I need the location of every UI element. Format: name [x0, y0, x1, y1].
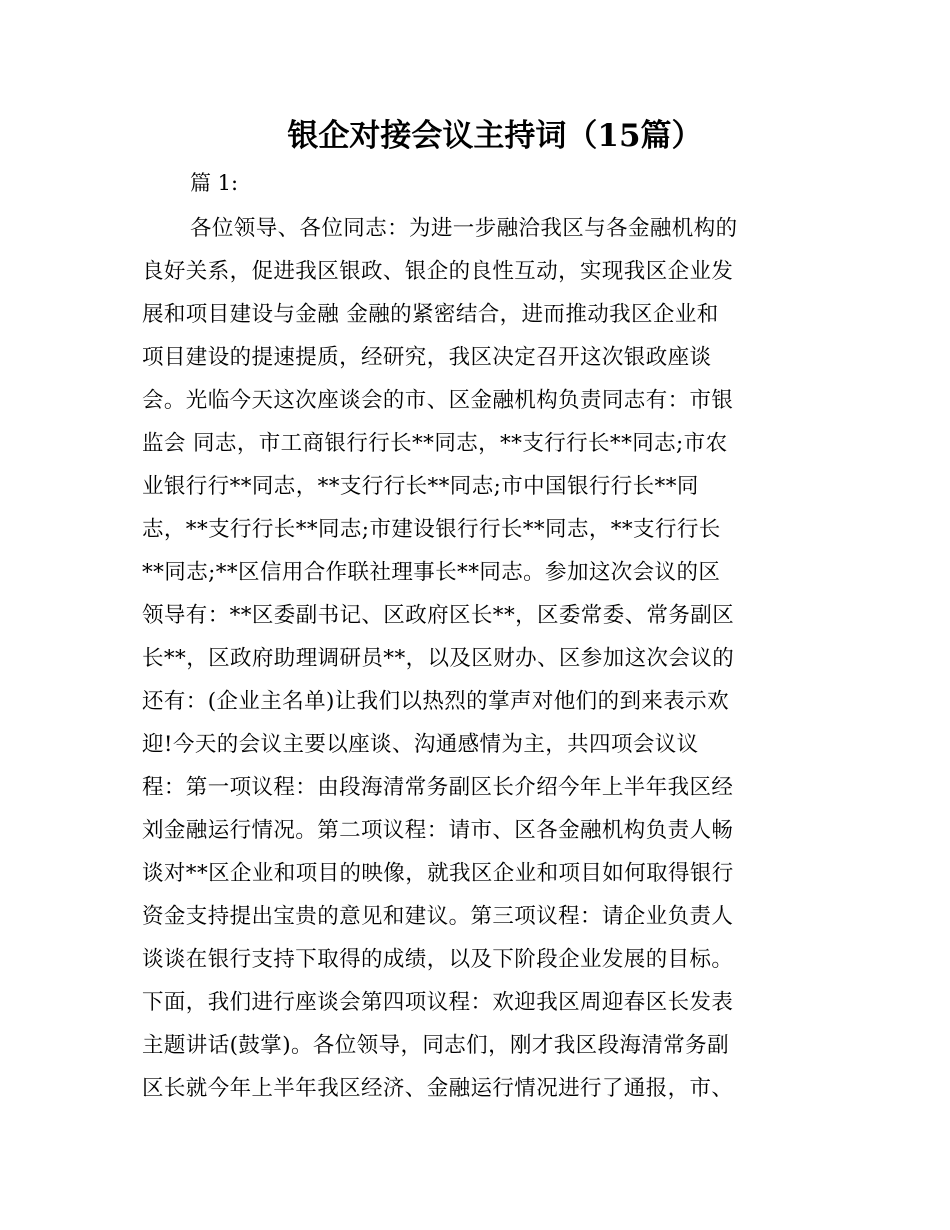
text-line: 志，**支行行长**同志;市建设银行行长**同志，**支行行长 — [142, 517, 721, 542]
text-line: 刘金融运行情况。第二项议程：请市、区各金融机构负责人畅 — [142, 818, 734, 843]
text-line: **同志;**区信用合作联社理事长**同志。参加这次会议的区 — [142, 560, 721, 585]
text-line: 资金支持提出宝贵的意见和建议。第三项议程：请企业负责人 — [142, 904, 734, 929]
text-line: 程：第一项议程：由段海清常务副区长介绍今年上半年我区经 — [142, 775, 734, 800]
text-line: 谈对**区企业和项目的映像，就我区企业和项目如何取得银行 — [142, 861, 734, 886]
text-line: 监会 同志，市工商银行行长**同志，**支行行长**同志;市农 — [142, 431, 728, 456]
text-line: 还有：(企业主名单)让我们以热烈的掌声对他们的到来表示欢 — [142, 689, 729, 714]
text-line: 各位领导、各位同志：为进一步融洽我区与各金融机构的 — [190, 216, 738, 241]
document-title: 银企对接会议主持词（15篇） — [287, 118, 703, 154]
text-line: 下面，我们进行座谈会第四项议程：欢迎我区周迎春区长发表 — [142, 990, 734, 1015]
text-line: 领导有：**区委副书记、区政府区长**，区委常委、常务副区 — [142, 603, 735, 628]
text-line: 迎!今天的会议主要以座谈、沟通感情为主，共四项会议议 — [142, 732, 699, 757]
text-line: 谈谈在银行支持下取得的成绩，以及下阶段企业发展的目标。 — [142, 947, 734, 972]
section-label: 篇 1: — [190, 171, 239, 195]
text-line: 长**，区政府助理调研员**，以及区财办、区参加这次会议的 — [142, 646, 735, 671]
text-line: 项目建设的提速提质，经研究，我区决定召开这次银政座谈 — [142, 345, 712, 370]
body-text — [142, 207, 822, 1110]
text-line: 会。光临今天这次座谈会的市、区金融机构负责同志有：市银 — [142, 388, 734, 413]
text-line: 主题讲话(鼓掌)。各位领导，同志们，刚才我区段海清常务副 — [142, 1033, 729, 1058]
text-line: 业银行行**同志，**支行行长**同志;市中国银行行长**同 — [142, 474, 699, 499]
text-line: 区长就今年上半年我区经济、金融运行情况进行了通报，市、 — [142, 1076, 734, 1101]
text-line: 良好关系，促进我区银政、银企的良性互动，实现我区企业发 — [142, 259, 734, 284]
text-line: 展和项目建设与金融 金融的紧密结合，进而推动我区企业和 — [142, 302, 719, 327]
